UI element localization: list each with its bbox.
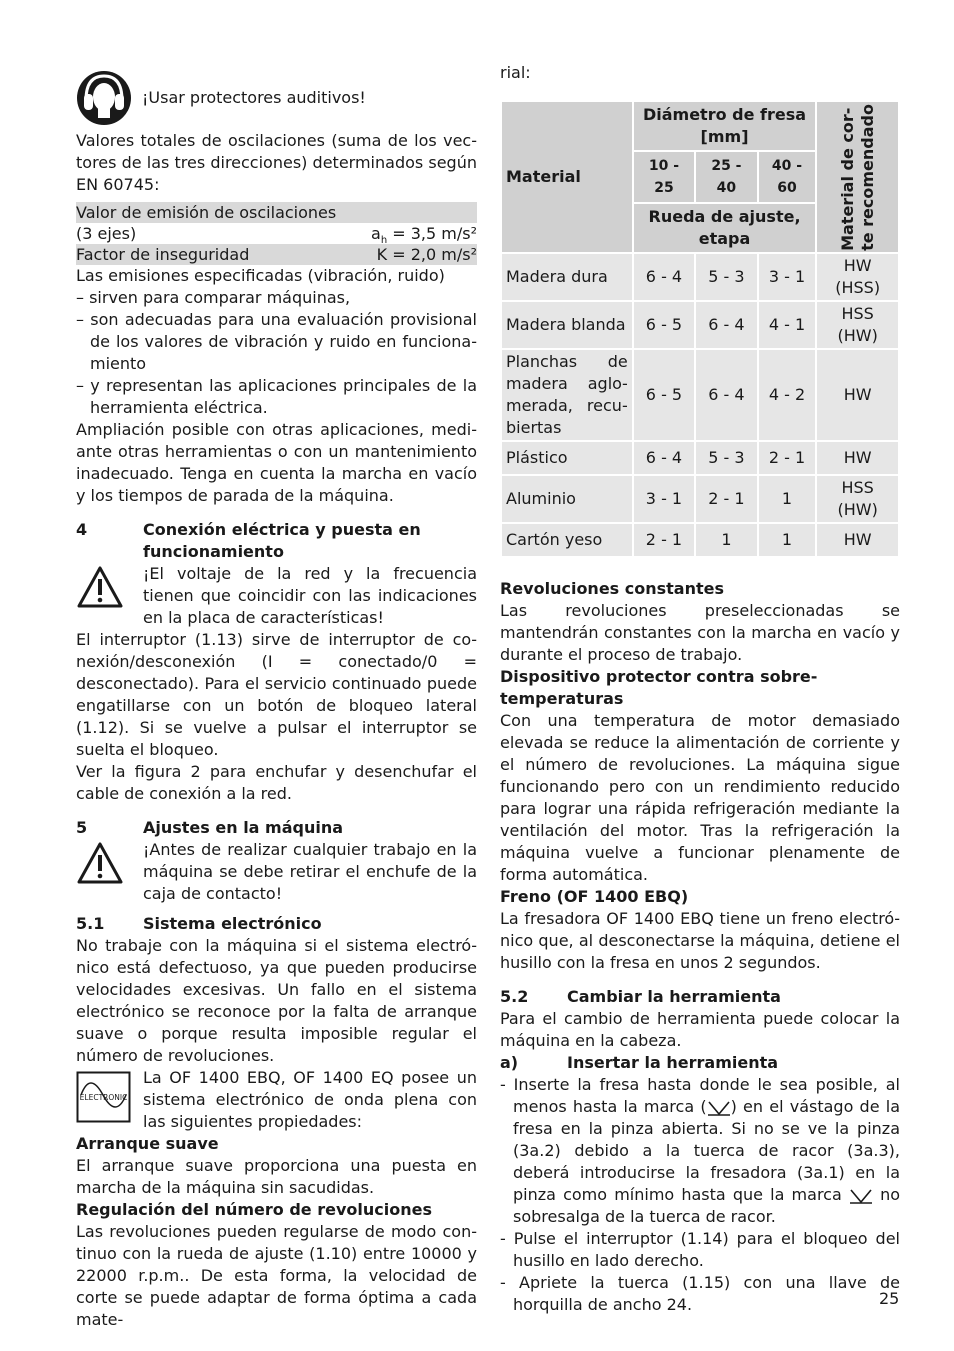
continuation-text: rial:: [500, 63, 531, 82]
vibration-row3-value: K = 2,0 m/s²: [376, 245, 477, 264]
electronic-block: [76, 1067, 477, 1133]
vibration-intro: Valores totales de oscilaciones (suma de los vectores de las tres direcciones) determinados según EN 60745:: [76, 131, 477, 194]
vibration-row2-value: $a_h = 3,5$ m/s²: [371, 224, 477, 247]
range-header: 25 - 40: [695, 151, 757, 203]
insert-step-1: - Inserte la fresa hasta donde le sea posible, al menos hasta la marca ( ) en el vástago de la fresa en la pinza abierta. Si no se ve la pinza (3a.2) debido a la tuerca de racor (3a.3), deberá introducirse la fresadora (3a.1) en la pinza como mínimo hasta que la marca no sobresalga de la tuerca de racor.: [500, 1075, 901, 1226]
section-4-warning: [76, 563, 477, 629]
table-row: Planchas de madera aglomerada, recubiertas 6 - 5 6 - 4 4 - 2 HW: [501, 349, 899, 441]
vibration-row2-label: (3 ejes): [76, 224, 137, 243]
vibration-row3-label: Factor de inseguridad: [76, 245, 250, 264]
warning-triangle-icon: [76, 841, 124, 885]
speed-regulation-title: Regulación del número de revoluciones: [76, 1200, 432, 1219]
table-row: Plástico 6 - 4 5 - 3 2 - 1 HW: [501, 441, 899, 475]
insertion-mark-icon: [707, 1099, 731, 1117]
brake-title: Freno (OF 1400 EBQ): [500, 887, 689, 906]
section-52-text: Para el cambio de herramienta puede colocar la máquina en la cabeza.: [500, 1009, 900, 1050]
speed-regulation-text: Las revoluciones pueden regularse de modo continuo con la rueda de ajuste (1.10) entre 10000 y 22000 r.p.m.. De esta forma, la velocidad de corte se puede adaptar de forma óptima a cada mate-: [76, 1222, 477, 1329]
right-column: [500, 62, 900, 1316]
emission-bullet: – son adecuadas para una evaluación provisional de los valores de vibración y ruido en funcionamiento: [76, 310, 477, 373]
wheel-header: Rueda de ajuste, etapa: [633, 203, 817, 253]
vibration-row-axes: [76, 223, 477, 247]
table-row: Aluminio 3 - 1 2 - 1 1 HSS (HW): [501, 475, 899, 523]
recommended-material-header: Material de cor- te recomendado: [816, 101, 899, 253]
brake-text: La fresadora OF 1400 EBQ tiene un freno electrónico que, al desconectarse la máquina, detiene el husillo con la fresa en unos 2 segundos.: [500, 909, 900, 972]
section-4-p2: Ver la figura 2 para enchufar y desenchufar el cable de conexión a la red.: [76, 762, 477, 803]
emission-bullet: – y representan las aplicaciones principales de la herramienta eléctrica.: [76, 376, 477, 417]
section-52-heading: 5.2 Cambiar la herramienta: [500, 987, 781, 1006]
warning-triangle-icon: [76, 565, 124, 609]
vibration-table: [76, 202, 477, 265]
emission-bullet: – sirven para comparar máquinas,: [76, 288, 351, 307]
material-speed-table: [500, 100, 900, 558]
emissions-intro: Las emisiones especificadas (vibración, ruido): [76, 266, 445, 285]
section-5-warning: [76, 839, 477, 905]
section-51-heading: 5.1 Sistema electrónico: [76, 914, 322, 933]
vibration-row-emission: [76, 202, 477, 223]
section-5-warning-text: ¡Antes de realizar cualquier trabajo en la máquina se debe retirar el enchufe de la caja de contacto!: [143, 840, 477, 903]
hearing-protection-notice: [76, 66, 477, 130]
soft-start-title: Arranque suave: [76, 1134, 219, 1153]
insert-step-2: - Pulse el interruptor (1.14) para el bloqueo del husillo en lado derecho.: [500, 1229, 900, 1270]
section-4-p1: El interruptor (1.13) sirve de interruptor de conexión/desconexión (I = conectado/0 = desconectado). Para el servicio continuado puede engatillarse con un botón de bloqueo lateral (1.12). Si se vuelve a pulsar el interruptor se suelta el bloqueo.: [76, 630, 477, 759]
overtemp-text: Con una temperatura de motor demasiado elevada se reduce la alimentación de corriente y el número de revoluciones. La máquina sigue funcionando pero con un rendimiento reducido para lograr una rápida refrigeración mediante la ventilación del motor. Tras la refrigeración la máquina vuelve a funcionar plenamente de forma automática.: [500, 711, 900, 884]
table-row: Madera dura 6 - 4 5 - 3 3 - 1 HW (HSS): [501, 253, 899, 301]
section-4-warning-text: ¡El voltaje de la red y la frecuencia tienen que coincidir con las indicaciones en la placa de características!: [143, 564, 477, 627]
range-header: 40 - 60: [758, 151, 817, 203]
section-51-p1: No trabaje con la máquina si el sistema electrónico está defectuoso, ya que pueden producirse velocidades excesivas. Un fallo en el sistema electrónico se reconoce por la falta de arranque suave o porque resulta imposible regular el número de revoluciones.: [76, 936, 477, 1065]
section-51-p2: La OF 1400 EBQ, OF 1400 EQ posee un sistema electrónico de onda plena con las siguientes propiedades:: [143, 1068, 477, 1131]
constant-speed-title: Revoluciones constantes: [500, 579, 725, 598]
vibration-row-factor: [76, 244, 477, 265]
insert-step-3: - Apriete la tuerca (1.15) con una llave de horquilla de ancho 24.: [500, 1273, 900, 1314]
section-4-heading: 4 Conexión eléctrica y puesta en funcionamiento: [76, 520, 421, 561]
section-5-heading: 5 Ajustes en la máquina: [76, 818, 344, 837]
svg-text:ELECTRONIC: ELECTRONIC: [79, 1093, 128, 1102]
insertion-mark-icon: [849, 1187, 873, 1205]
vibration-row1: Valor de emisión de oscilaciones: [76, 203, 337, 222]
range-header: 10 - 25: [633, 151, 695, 203]
subsection-a-heading: a) Insertar la herramienta: [500, 1053, 779, 1072]
table-row: Madera blanda 6 - 5 6 - 4 4 - 1 HSS (HW): [501, 301, 899, 349]
page-number: 25: [879, 1289, 900, 1308]
material-header: Material: [501, 101, 633, 253]
diameter-header: Diámetro de fresa [mm]: [633, 101, 817, 151]
left-column: [76, 62, 477, 1331]
extension-text: Ampliación posible con otras aplicaciones, mediante otras herramientas o con un mantenimiento inadecuado. Tenga en cuenta la marcha en vacío y los tiempos de parada de la máquina.: [76, 420, 477, 505]
ear-protection-icon: [76, 70, 132, 126]
overtemp-title: Dispositivo protector contra sobre-temperaturas: [500, 667, 818, 708]
constant-speed-text: Las revoluciones preseleccionadas se mantendrán constantes con la marcha en vacío y durante el proceso de trabajo.: [500, 601, 900, 664]
soft-start-text: El arranque suave proporciona una puesta en marcha de la máquina sin sacudidas.: [76, 1156, 477, 1197]
hearing-text: ¡Usar protectores auditivos!: [142, 88, 366, 107]
electronic-sine-icon: [76, 1071, 131, 1123]
table-row: Cartón yeso 2 - 1 1 1 HW: [501, 523, 899, 557]
